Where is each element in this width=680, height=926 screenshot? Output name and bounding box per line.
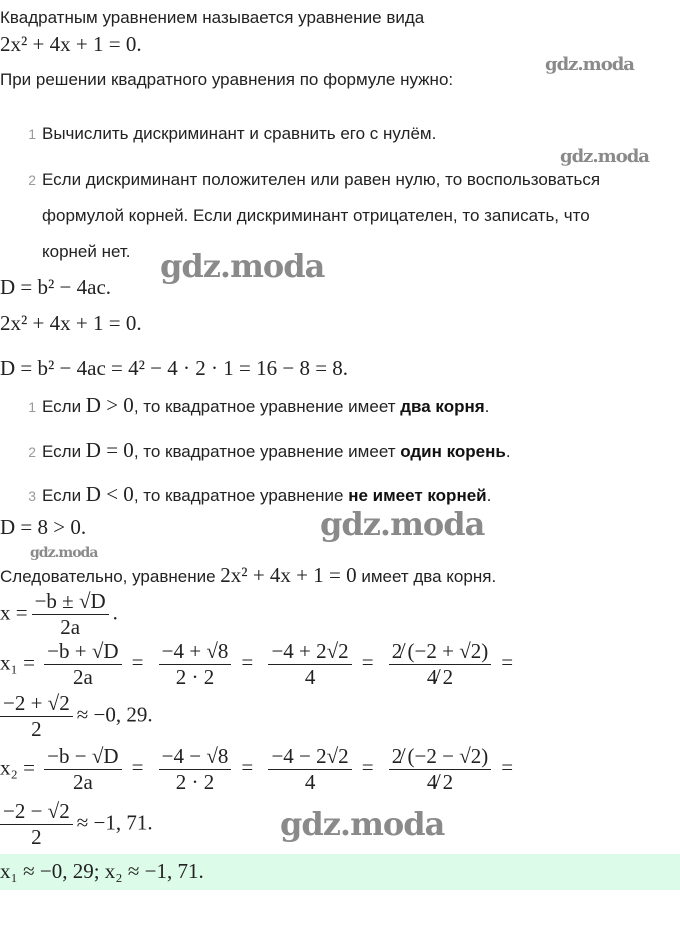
case-number: 2 (28, 444, 36, 460)
case-number: 3 (28, 488, 36, 504)
x2-result (0, 800, 153, 849)
intro-text-2: При решении квадратного уравнения по формуле нужно: (0, 70, 454, 89)
denominator: 4 (304, 770, 316, 794)
fraction (389, 640, 491, 689)
numerator: −2 + √2 (0, 692, 73, 717)
d-result: D = 8 > 0. (0, 515, 87, 539)
watermark: gdz.moda (320, 505, 485, 543)
case-math: D < 0 (85, 482, 134, 506)
case-text: , то квадратное уравнение (133, 486, 349, 505)
case-text: . (505, 442, 511, 461)
denominator: 4 (304, 665, 316, 689)
numerator: −4 − 2√2 (268, 745, 351, 770)
answer-text: x₁ ≈ −0, 29; x₂ ≈ −1, 71. (0, 859, 204, 883)
case-text: Если (42, 397, 86, 416)
conclusion-text: имеет два корня. (356, 567, 497, 586)
x1-calc: x₁ = $\frac{-b + √D}{2a}$ = $\frac{-4 + √8}{2 \cdot 2}$ = $\frac{-4 + 2√2}{4}$ = $\frac{2̸ (-2 + √2)}{4̸ 2}$ = (0, 639, 514, 689)
fraction (389, 745, 491, 794)
fraction (0, 692, 73, 741)
case-3 (0, 483, 491, 506)
denominator: 4̸ 2 (426, 770, 454, 794)
answer-box (0, 854, 680, 890)
case-number: 1 (28, 399, 36, 415)
equation: 2x² + 4x + 1 = 0. (0, 311, 142, 335)
denominator: 2 · 2 (175, 665, 215, 689)
case-bold: один корень (400, 442, 506, 461)
conclusion-math: 2x² + 4x + 1 = 0 (220, 563, 357, 587)
numerator: −b + √D (44, 640, 121, 665)
case-text: . (484, 397, 490, 416)
intro-text: Квадратным уравнением называется уравнение вида (0, 8, 425, 27)
numerator: −4 − √8 (159, 745, 232, 770)
discriminant-formula: D = b² − 4ac. (0, 275, 112, 299)
watermark: gdz.moda (280, 805, 445, 843)
step-1 (0, 124, 436, 144)
case-math: D = 0 (85, 438, 134, 462)
fraction (44, 745, 121, 794)
approx: ≈ −1, 71. (76, 810, 153, 835)
case-math: D > 0 (85, 393, 134, 417)
lhs: x₂ = (0, 755, 35, 780)
conclusion-text: Следовательно, уравнение (0, 567, 221, 586)
step-number: 2 (28, 172, 36, 188)
numerator: −2 − √2 (0, 800, 73, 825)
fraction (0, 800, 73, 849)
case-bold: два корня (400, 397, 485, 416)
numerator: 2̸ (−2 + √2) (389, 640, 491, 665)
denominator: 4̸ 2 (426, 665, 454, 689)
fraction (32, 590, 109, 639)
numerator: −4 + 2√2 (268, 640, 351, 665)
step-2-line3: корней нет. (42, 242, 131, 261)
numerator: −b − √D (44, 745, 121, 770)
fraction (44, 640, 121, 689)
case-text: , то квадратное уравнение имеет (133, 442, 401, 461)
step-2 (0, 170, 600, 190)
case-text: Если (42, 486, 86, 505)
numerator: 2̸ (−2 − √2) (389, 745, 491, 770)
watermark: gdz.moda (545, 54, 634, 75)
numerator: −b ± √D (32, 590, 109, 615)
intro-equation: 2x² + 4x + 1 = 0. (0, 32, 142, 56)
case-2 (0, 439, 511, 462)
step-text: Вычислить дискриминант и сравнить его с нулём. (42, 124, 437, 143)
fraction (268, 640, 351, 689)
watermark: gdz.moda (160, 247, 325, 285)
step-text: Если дискриминант положителен или равен нулю, то воспользоваться (42, 170, 601, 189)
step-2-line2: формулой корней. Если дискриминант отрицателен, то записать, что (42, 206, 590, 225)
lhs: x = (0, 600, 28, 625)
approx: ≈ −0, 29. (76, 702, 153, 727)
denominator: 2 · 2 (175, 770, 215, 794)
x1-result (0, 692, 153, 741)
root-formula (0, 590, 118, 639)
case-bold: не имеет корней (348, 486, 487, 505)
case-1 (0, 394, 489, 417)
end: . (112, 600, 118, 625)
case-text: . (486, 486, 492, 505)
step-number: 1 (28, 126, 36, 142)
lhs: x₁ = (0, 650, 35, 675)
fraction (268, 745, 351, 794)
denominator: 2 (31, 825, 42, 849)
denominator: 2 (31, 717, 42, 741)
conclusion (0, 564, 496, 587)
case-text: Если (42, 442, 86, 461)
discriminant-calc: D = b² − 4ac = 4² − 4 · 2 · 1 = 16 − 8 = 8. (0, 356, 349, 380)
denominator: 2a (72, 770, 93, 794)
x2-calc: x₂ = $\frac{-b - √D}{2a}$ = $\frac{-4 - √8}{2 \cdot 2}$ = $\frac{-4 - 2√2}{4}$ = $\frac{2̸ (-2 - √2)}{4̸ 2}$ = (0, 744, 514, 794)
fraction (159, 745, 232, 794)
fraction (159, 640, 232, 689)
case-text: , то квадратное уравнение имеет (133, 397, 401, 416)
watermark: gdz.moda (30, 545, 98, 561)
denominator: 2a (60, 615, 81, 639)
numerator: −4 + √8 (159, 640, 232, 665)
denominator: 2a (72, 665, 93, 689)
watermark: gdz.moda (560, 146, 649, 167)
